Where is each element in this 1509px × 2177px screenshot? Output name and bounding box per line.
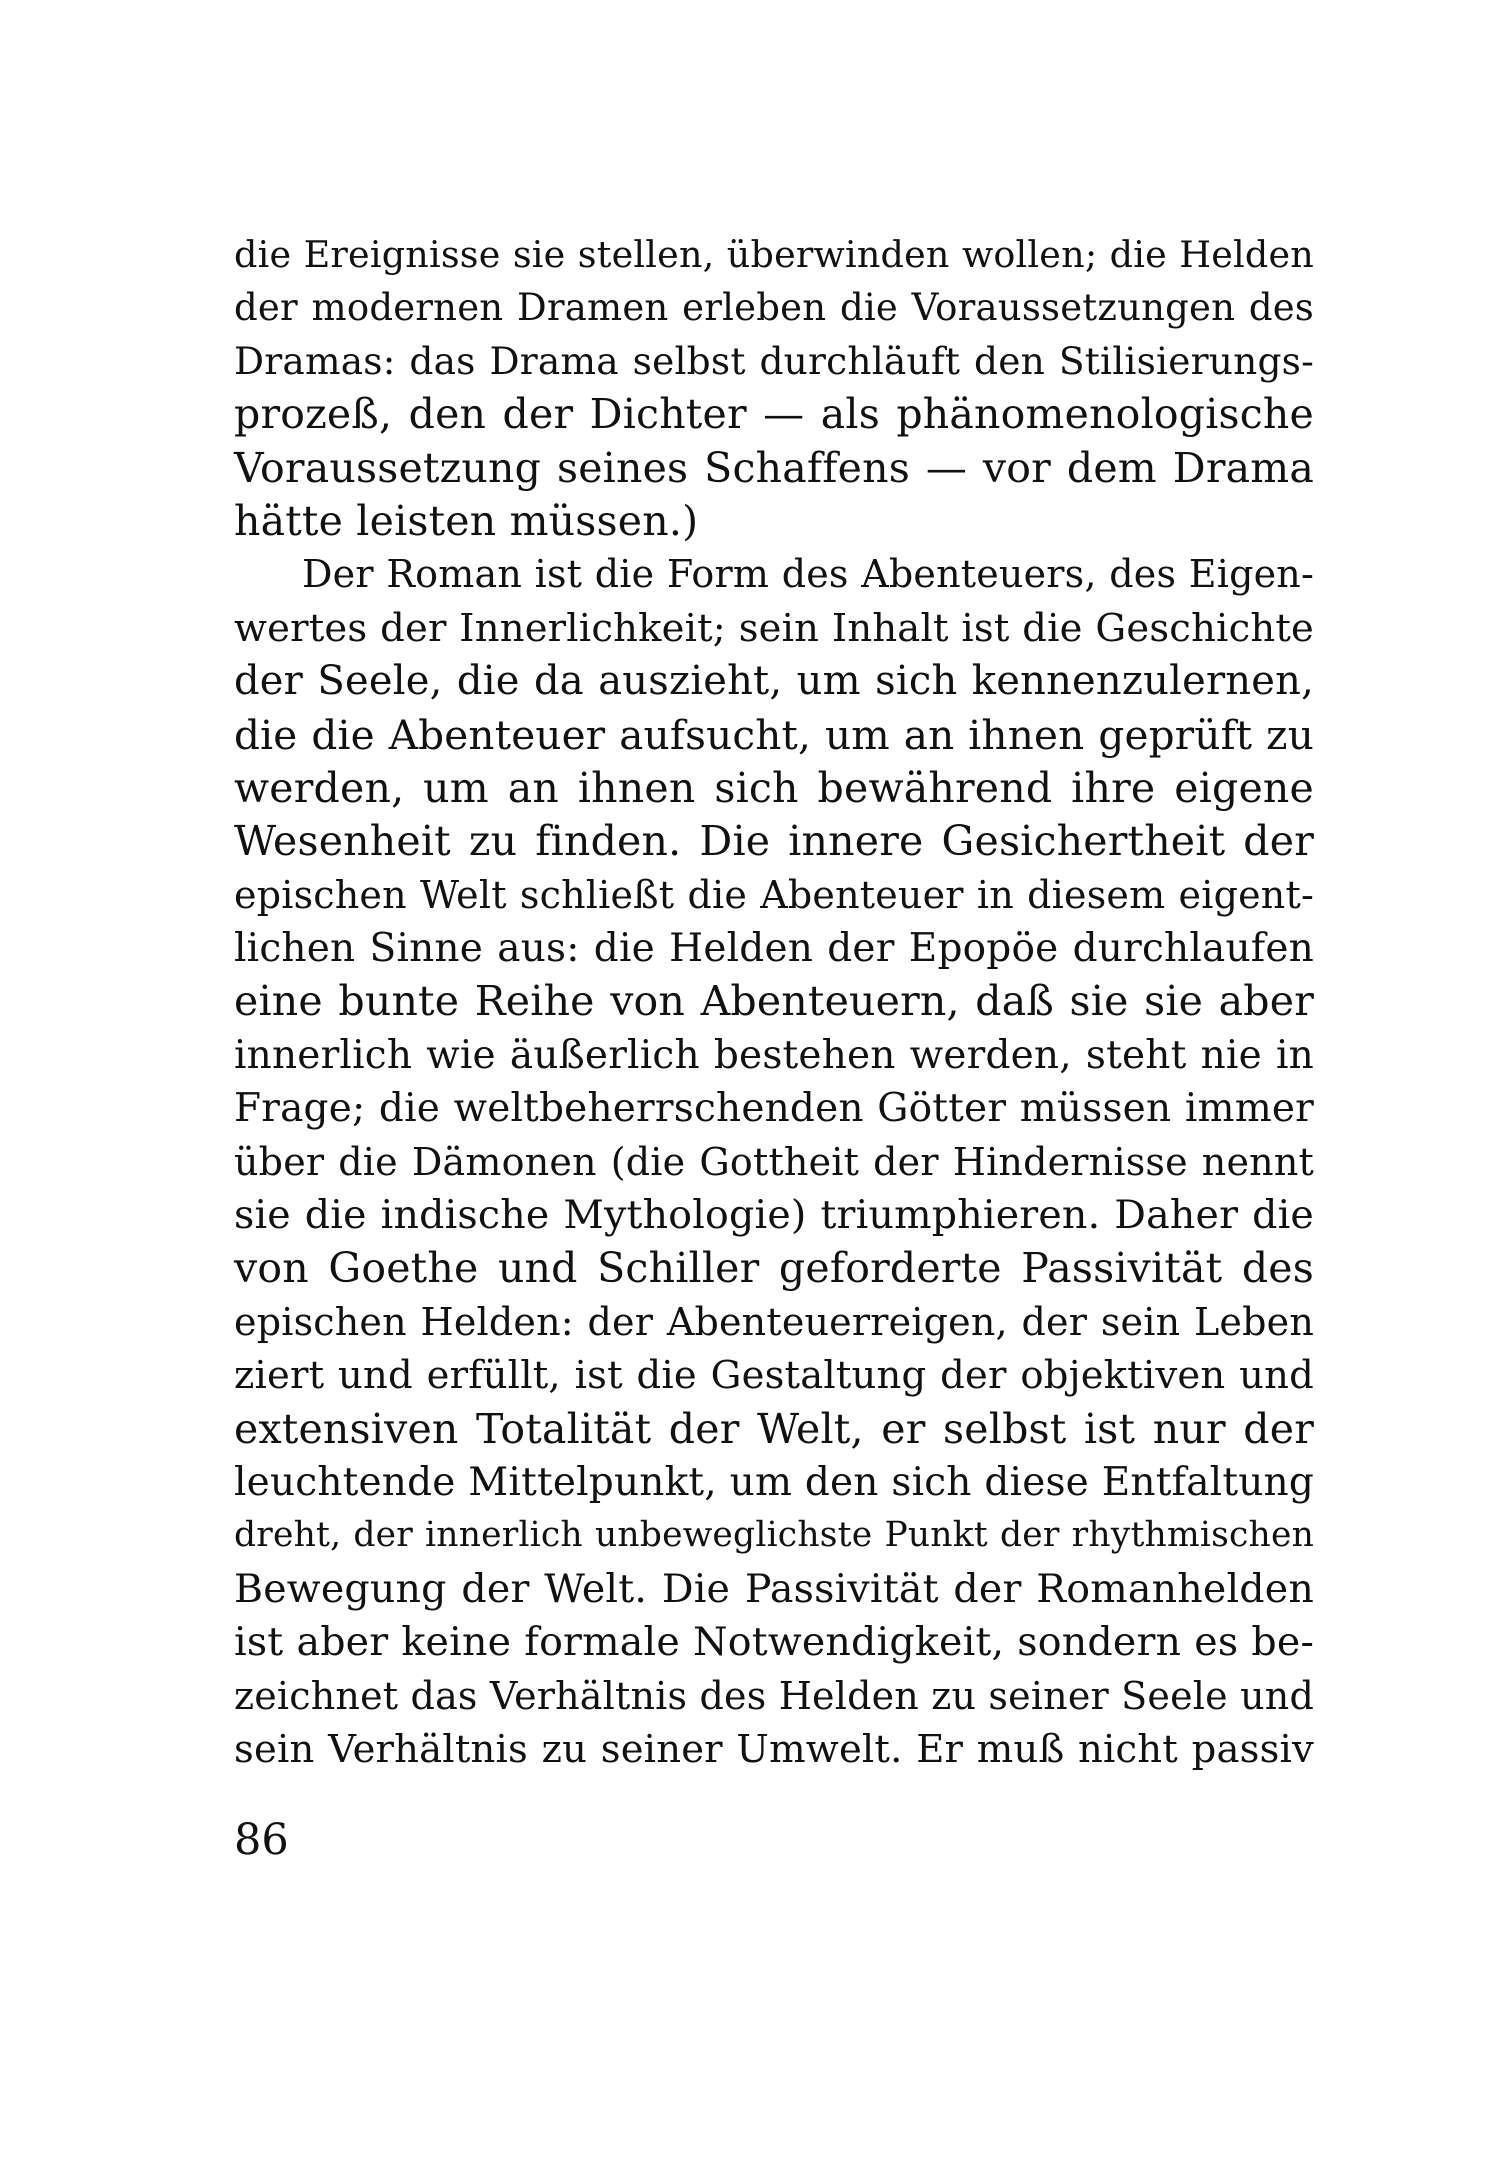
text-line: der modernen Dramen erleben die Voraussetzungen des (234, 286, 1314, 330)
text-line: Frage; die weltbeherrschenden Götter müssen immer (234, 1086, 1314, 1132)
text-line: eine bunte Reihe von Abenteuern, daß sie sie aber (234, 977, 1314, 1026)
text-line: ziert und erfüllt, ist die Gestaltung der objektiven und (234, 1353, 1314, 1399)
text-line: Wesenheit zu finden. Die innere Gesichertheit der (234, 817, 1314, 866)
text-line: die Ereignisse sie stellen, überwinden wollen; die Helden (234, 233, 1314, 276)
text-line: sein Verhältnis zu seiner Umwelt. Er muß nicht passiv (234, 1726, 1314, 1772)
text-line: sie die indische Mythologie) triumphieren. Daher die (234, 1192, 1314, 1239)
text-line: epischen Welt schließt die Abenteuer in diesem eigent- (234, 872, 1314, 917)
text-line: über die Dämonen (die Gottheit der Hindernisse nennt (234, 1139, 1314, 1184)
text-line: dreht, der innerlich unbeweglichste Punkt der rhythmischen (234, 1515, 1314, 1556)
text-line: epischen Helden: der Abenteuerreigen, der sein Leben (234, 1299, 1314, 1344)
text-line: ist aber keine formale Notwendigkeit, sondern es be- (234, 1619, 1314, 1666)
text-line: lichen Sinne aus: die Helden der Epopöe durchlaufen (234, 926, 1314, 972)
text-line: Voraussetzung seines Schaffens — vor dem Drama (234, 443, 1314, 492)
text-line: innerlich wie äußerlich bestehen werden, steht nie in (234, 1032, 1314, 1078)
text-line: wertes der Innerlichkeit; sein Inhalt ist die Geschichte (234, 605, 1314, 651)
text-line: Der Roman ist die Form des Abenteuers, des Eigen- (302, 552, 1314, 597)
text-line: prozeß, den der Dichter — als phänomenologische (234, 390, 1314, 439)
text-line: hätte leisten müssen.) (234, 496, 699, 545)
text-line: zeichnet das Verhältnis des Helden zu seiner Seele und (234, 1673, 1314, 1718)
text-line: Bewegung der Welt. Die Passivität der Romanhelden (234, 1565, 1314, 1612)
text-line: von Goethe und Schiller geforderte Passivität des (234, 1244, 1314, 1293)
text-line: werden, um an ihnen sich bewährend ihre eigene (234, 763, 1314, 812)
text-line: der Seele, die da auszieht, um sich kennenzulernen, (234, 658, 1314, 705)
page-number: 86 (234, 1815, 289, 1865)
body-text (234, 228, 1314, 1776)
text-line: extensiven Totalität der Welt, er selbst ist nur der (234, 1404, 1314, 1453)
text-line: leuchtende Mittelpunkt, um den sich diese Entfaltung (234, 1459, 1314, 1505)
text-line: Dramas: das Drama selbst durchläuft den Stilisierungs- (234, 338, 1314, 383)
text-line: die die Abenteuer aufsucht, um an ihnen geprüft zu (234, 710, 1314, 759)
